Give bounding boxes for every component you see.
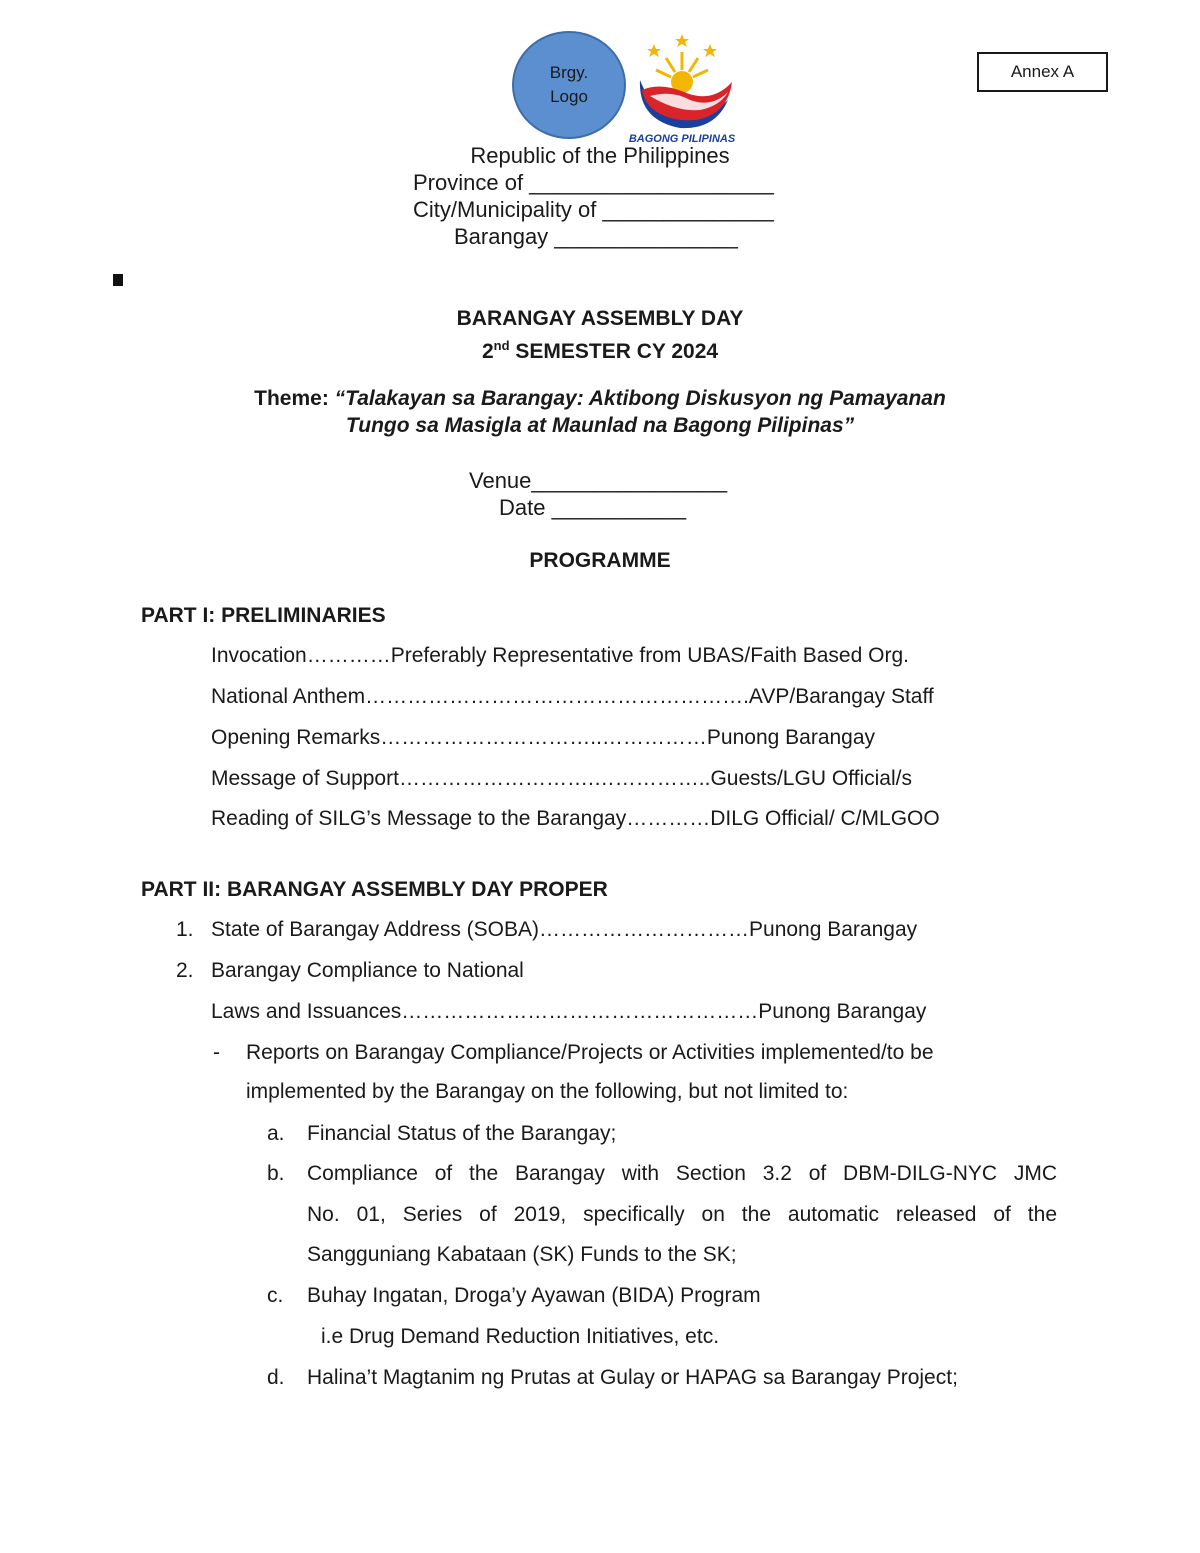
programme-heading: PROGRAMME — [529, 549, 671, 572]
barangay-line: Barangay _______________ — [454, 224, 738, 249]
part2-item1-number: 1. — [176, 918, 194, 941]
dash-line1: Reports on Barangay Compliance/Projects or Activities implemented/to be — [246, 1041, 934, 1064]
theme-text-1: “Talakayan sa Barangay: Aktibong Diskusyon ng Pamayanan — [334, 387, 946, 410]
part2-heading: PART II: BARANGAY ASSEMBLY DAY PROPER — [141, 878, 608, 901]
bullet-mark — [113, 274, 123, 286]
part1-heading: PART I: PRELIMINARIES — [141, 604, 386, 627]
part1-item-opening-remarks: Opening Remarks…………………………..……………Punong Barangay — [211, 726, 876, 749]
theme-line-2 — [0, 412, 1200, 439]
item-b-label: b. — [267, 1162, 285, 1185]
part2-item2-line1: Barangay Compliance to National — [211, 959, 524, 982]
barangay-logo-text: Brgy. Logo — [549, 63, 589, 106]
theme-label: Theme: — [254, 387, 335, 410]
item-c-label: c. — [267, 1284, 284, 1307]
bagong-pilipinas-logo — [620, 30, 748, 146]
part2-item1-text: State of Barangay Address (SOBA)…………………………Punong Barangay — [211, 918, 918, 941]
item-b-line1: Compliance of the Barangay with Section 3.2 of DBM-DILG-NYC JMC — [307, 1162, 1057, 1185]
dash-marker: - — [213, 1041, 220, 1064]
item-c-line2: i.e Drug Demand Reduction Initiatives, etc. — [321, 1325, 720, 1348]
part2-item2-number: 2. — [176, 959, 194, 982]
barangay-logo-placeholder — [512, 31, 626, 139]
item-a-label: a. — [267, 1122, 285, 1145]
item-d-text: Halina’t Magtanim ng Prutas at Gulay or HAPAG sa Barangay Project; — [307, 1366, 958, 1389]
city-line: City/Municipality of ______________ — [413, 197, 774, 222]
part1-item-invocation: Invocation…………Preferably Representative from UBAS/Faith Based Org. — [211, 644, 909, 667]
semester-ordinal: nd — [493, 338, 510, 353]
item-d-label: d. — [267, 1366, 285, 1389]
semester-number: 2 — [481, 340, 494, 363]
part1-item-message-support: Message of Support……………………….……………..Guests/LGU Official/s — [211, 767, 912, 790]
item-c-line1: Buhay Ingatan, Droga’y Ayawan (BIDA) Program — [307, 1284, 761, 1307]
theme-line-1 — [0, 385, 1200, 412]
date-line: Date ___________ — [499, 495, 687, 520]
part2-item2-line2: Laws and Issuances……………………………………………Punong Barangay — [211, 1000, 927, 1023]
part1-item-silg-message: Reading of SILG’s Message to the Barangay…………DILG Official/ C/MLGOO — [211, 807, 940, 830]
item-b-line3: Sangguniang Kabataan (SK) Funds to the SK; — [307, 1243, 737, 1266]
theme-text-2: Tungo sa Masigla at Maunlad na Bagong Pilipinas” — [345, 414, 855, 437]
dash-line2: implemented by the Barangay on the following, but not limited to: — [246, 1080, 849, 1103]
semester-text: SEMESTER CY 2024 — [509, 340, 719, 363]
item-a-text: Financial Status of the Barangay; — [307, 1122, 617, 1145]
annex-label: Annex A — [977, 52, 1108, 92]
venue-line: Venue________________ — [469, 468, 728, 493]
bagong-pilipinas-text: BAGONG PILIPINAS — [628, 133, 736, 145]
republic-line: Republic of the Philippines — [470, 143, 730, 168]
item-b-line2: No. 01, Series of 2019, specifically on the automatic released of the — [307, 1203, 1057, 1226]
semester-line — [0, 332, 1200, 365]
part1-item-anthem: National Anthem……………………………………………….AVP/Barangay Staff — [211, 685, 934, 708]
document-title: BARANGAY ASSEMBLY DAY — [456, 307, 744, 330]
province-line: Province of ____________________ — [413, 170, 774, 195]
